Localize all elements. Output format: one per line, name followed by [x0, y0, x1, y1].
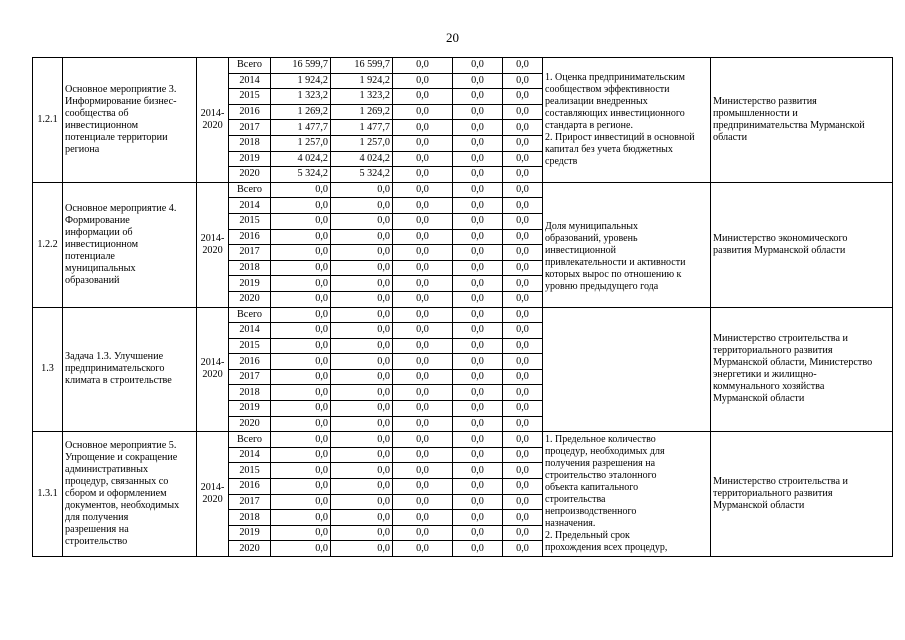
regional-budget-cell: 0,0	[331, 369, 393, 385]
regional-budget-cell: 0,0	[331, 541, 393, 557]
section-period	[197, 307, 229, 432]
other-sources-cell: 0,0	[503, 167, 543, 183]
federal-budget-cell: 0,0	[393, 494, 453, 510]
regional-budget-cell: 1 323,2	[331, 89, 393, 105]
other-sources-cell: 0,0	[503, 135, 543, 151]
total-cell: 0,0	[271, 432, 331, 448]
section-name-line: Основное мероприятие 4.	[65, 202, 177, 214]
regional-budget-cell: 0,0	[331, 463, 393, 479]
total-cell: 0,0	[271, 401, 331, 417]
regional-budget-cell: 1 257,0	[331, 135, 393, 151]
indicator-line: объекта капитального	[545, 482, 639, 494]
indicator-line: образований, уровень	[545, 232, 638, 244]
other-sources-cell: 0,0	[503, 354, 543, 370]
section-name-line: потенциале территории	[65, 131, 168, 143]
regional-budget-cell: 1 477,7	[331, 120, 393, 136]
year-cell: 2020	[229, 167, 271, 183]
local-budget-cell: 0,0	[453, 291, 503, 307]
year-cell: 2017	[229, 245, 271, 261]
federal-budget-cell: 0,0	[393, 276, 453, 292]
indicator-line: 2. Прирост инвестиций в основной	[545, 131, 695, 143]
indicator-line: средств	[545, 155, 578, 167]
indicator-line: получения разрешения на	[545, 458, 656, 470]
regional-budget-cell: 0,0	[331, 323, 393, 339]
year-cell: 2019	[229, 525, 271, 541]
section-name-line: Основное мероприятие 3.	[65, 83, 177, 95]
page-number: 20	[446, 30, 459, 45]
year-cell: 2015	[229, 89, 271, 105]
federal-budget-cell: 0,0	[393, 291, 453, 307]
year-cell: 2019	[229, 276, 271, 292]
section-name	[63, 58, 197, 183]
indicator-line: процедур, необходимых для	[545, 446, 665, 458]
total-cell: 1 269,2	[271, 104, 331, 120]
local-budget-cell: 0,0	[453, 369, 503, 385]
program-table	[32, 57, 893, 557]
regional-budget-cell: 0,0	[331, 291, 393, 307]
year-cell: 2018	[229, 510, 271, 526]
indicator-line: привлекательности и активности	[545, 256, 686, 268]
section-name-line: административных	[65, 464, 149, 476]
executor-line: Министерство развития	[713, 95, 817, 107]
year-cell: 2018	[229, 385, 271, 401]
regional-budget-cell: 0,0	[331, 416, 393, 432]
year-cell: 2019	[229, 401, 271, 417]
federal-budget-cell: 0,0	[393, 182, 453, 198]
executor-line: территориального развития	[713, 345, 833, 357]
other-sources-cell: 0,0	[503, 401, 543, 417]
federal-budget-cell: 0,0	[393, 432, 453, 448]
local-budget-cell: 0,0	[453, 198, 503, 214]
local-budget-cell: 0,0	[453, 323, 503, 339]
year-cell: 2018	[229, 260, 271, 276]
federal-budget-cell: 0,0	[393, 120, 453, 136]
year-cell: 2015	[229, 338, 271, 354]
total-cell: 1 257,0	[271, 135, 331, 151]
total-cell: 0,0	[271, 354, 331, 370]
indicator-line: составляющих инвестиционного	[545, 107, 685, 119]
regional-budget-cell: 0,0	[331, 401, 393, 417]
local-budget-cell: 0,0	[453, 245, 503, 261]
indicator-line: 2. Предельный срок	[545, 530, 630, 542]
regional-budget-cell: 5 324,2	[331, 167, 393, 183]
other-sources-cell: 0,0	[503, 198, 543, 214]
section-name-line: процедур, связанных со	[65, 476, 169, 488]
other-sources-cell: 0,0	[503, 73, 543, 89]
local-budget-cell: 0,0	[453, 447, 503, 463]
federal-budget-cell: 0,0	[393, 307, 453, 323]
executor-line: территориального развития	[713, 488, 833, 500]
indicator-line: реализации внедренных	[545, 95, 648, 107]
total-cell: 1 924,2	[271, 73, 331, 89]
regional-budget-cell: 0,0	[331, 479, 393, 495]
other-sources-cell: 0,0	[503, 120, 543, 136]
other-sources-cell: 0,0	[503, 291, 543, 307]
year-cell: 2017	[229, 369, 271, 385]
year-cell: 2014	[229, 447, 271, 463]
local-budget-cell: 0,0	[453, 276, 503, 292]
total-cell: 0,0	[271, 494, 331, 510]
section-name-line: региона	[65, 143, 100, 155]
section-code: 1.3.1	[33, 432, 63, 557]
other-sources-cell: 0,0	[503, 58, 543, 74]
other-sources-cell: 0,0	[503, 229, 543, 245]
regional-budget-cell: 0,0	[331, 432, 393, 448]
federal-budget-cell: 0,0	[393, 104, 453, 120]
federal-budget-cell: 0,0	[393, 385, 453, 401]
executor-line: Министерство строительства и	[713, 476, 848, 488]
total-cell: 0,0	[271, 369, 331, 385]
year-cell: 2016	[229, 479, 271, 495]
other-sources-cell: 0,0	[503, 463, 543, 479]
section-code: 1.2.2	[33, 182, 63, 307]
regional-budget-cell: 0,0	[331, 198, 393, 214]
executor-line: Министерство строительства и	[713, 333, 848, 345]
section-name-line: разрешения на	[65, 524, 129, 536]
section-period	[197, 432, 229, 557]
regional-budget-cell: 0,0	[331, 525, 393, 541]
total-cell: 0,0	[271, 323, 331, 339]
section-name-line: инвестиционном	[65, 238, 139, 250]
indicator-line	[545, 209, 708, 221]
regional-budget-cell: 0,0	[331, 385, 393, 401]
other-sources-cell: 0,0	[503, 89, 543, 105]
section-name-line: информации об	[65, 226, 133, 238]
section-name-line: Информирование бизнес-	[65, 95, 177, 107]
indicator-line: строительства	[545, 494, 606, 506]
year-cell: 2020	[229, 416, 271, 432]
other-sources-cell: 0,0	[503, 432, 543, 448]
year-cell: 2014	[229, 323, 271, 339]
table-row	[33, 307, 893, 323]
section-name	[63, 432, 197, 557]
federal-budget-cell: 0,0	[393, 510, 453, 526]
total-cell: 0,0	[271, 541, 331, 557]
federal-budget-cell: 0,0	[393, 525, 453, 541]
other-sources-cell: 0,0	[503, 479, 543, 495]
year-cell: 2014	[229, 73, 271, 89]
section-period-line: 2014-	[200, 107, 225, 119]
federal-budget-cell: 0,0	[393, 416, 453, 432]
local-budget-cell: 0,0	[453, 104, 503, 120]
section-period-line: 2020	[202, 119, 223, 131]
total-cell: 0,0	[271, 463, 331, 479]
local-budget-cell: 0,0	[453, 58, 503, 74]
year-cell: 2018	[229, 135, 271, 151]
federal-budget-cell: 0,0	[393, 323, 453, 339]
indicator-line: уровню предыдущего года	[545, 280, 659, 292]
section-name-line: сбором и оформлением	[65, 488, 167, 500]
other-sources-cell: 0,0	[503, 541, 543, 557]
year-cell: 2017	[229, 120, 271, 136]
local-budget-cell: 0,0	[453, 385, 503, 401]
indicator-line: инвестиционной	[545, 244, 616, 256]
year-cell: Всего	[229, 58, 271, 74]
local-budget-cell: 0,0	[453, 120, 503, 136]
section-period-line: 2020	[202, 244, 223, 256]
federal-budget-cell: 0,0	[393, 135, 453, 151]
section-name-line: сообщества об	[65, 107, 129, 119]
indicator-line: стандарта в регионе.	[545, 119, 633, 131]
federal-budget-cell: 0,0	[393, 479, 453, 495]
executor-line: промышленности и	[713, 107, 798, 119]
federal-budget-cell: 0,0	[393, 229, 453, 245]
indicator-line: которых вырос по отношению к	[545, 268, 682, 280]
indicator-line: строительство эталонного	[545, 470, 657, 482]
local-budget-cell: 0,0	[453, 260, 503, 276]
regional-budget-cell: 0,0	[331, 229, 393, 245]
other-sources-cell: 0,0	[503, 416, 543, 432]
other-sources-cell: 0,0	[503, 323, 543, 339]
other-sources-cell: 0,0	[503, 307, 543, 323]
section-name-line: климата в строительстве	[65, 375, 172, 387]
total-cell: 16 599,7	[271, 58, 331, 74]
federal-budget-cell: 0,0	[393, 463, 453, 479]
year-cell: 2016	[229, 104, 271, 120]
executor-line: Мурманской области	[713, 500, 805, 512]
local-budget-cell: 0,0	[453, 151, 503, 167]
local-budget-cell: 0,0	[453, 479, 503, 495]
executor-cell	[711, 182, 893, 307]
total-cell: 1 323,2	[271, 89, 331, 105]
local-budget-cell: 0,0	[453, 89, 503, 105]
regional-budget-cell: 16 599,7	[331, 58, 393, 74]
total-cell: 0,0	[271, 245, 331, 261]
section-code: 1.3	[33, 307, 63, 432]
federal-budget-cell: 0,0	[393, 354, 453, 370]
section-period-line: 2014-	[200, 232, 225, 244]
other-sources-cell: 0,0	[503, 151, 543, 167]
federal-budget-cell: 0,0	[393, 401, 453, 417]
regional-budget-cell: 4 024,2	[331, 151, 393, 167]
total-cell: 0,0	[271, 229, 331, 245]
section-period-line: 2014-	[200, 357, 225, 369]
local-budget-cell: 0,0	[453, 338, 503, 354]
local-budget-cell: 0,0	[453, 307, 503, 323]
executor-cell	[711, 307, 893, 432]
year-cell: 2020	[229, 541, 271, 557]
total-cell: 0,0	[271, 182, 331, 198]
executor-line: энергетики и жилищно-	[713, 369, 817, 381]
year-cell: 2015	[229, 213, 271, 229]
federal-budget-cell: 0,0	[393, 447, 453, 463]
total-cell: 0,0	[271, 510, 331, 526]
year-cell: Всего	[229, 432, 271, 448]
section-name-line: строительство	[65, 536, 128, 548]
section-period-line: 2020	[202, 369, 223, 381]
table-row	[33, 182, 893, 198]
indicator-line: 1. Предельное количество	[545, 434, 656, 446]
section-code: 1.2.1	[33, 58, 63, 183]
total-cell: 0,0	[271, 338, 331, 354]
federal-budget-cell: 0,0	[393, 58, 453, 74]
year-cell: 2019	[229, 151, 271, 167]
indicators-cell	[543, 307, 711, 432]
executor-cell	[711, 58, 893, 183]
other-sources-cell: 0,0	[503, 104, 543, 120]
total-cell: 0,0	[271, 385, 331, 401]
federal-budget-cell: 0,0	[393, 151, 453, 167]
regional-budget-cell: 0,0	[331, 260, 393, 276]
section-name-line: образований	[65, 274, 120, 286]
regional-budget-cell: 0,0	[331, 213, 393, 229]
executor-line: коммунального хозяйства	[713, 381, 825, 393]
regional-budget-cell: 1 269,2	[331, 104, 393, 120]
total-cell: 0,0	[271, 276, 331, 292]
total-cell: 1 477,7	[271, 120, 331, 136]
year-cell: 2016	[229, 354, 271, 370]
federal-budget-cell: 0,0	[393, 260, 453, 276]
section-name	[63, 307, 197, 432]
executor-line: предпринимательства Мурманской	[713, 119, 865, 131]
local-budget-cell: 0,0	[453, 73, 503, 89]
year-cell: 2015	[229, 463, 271, 479]
local-budget-cell: 0,0	[453, 229, 503, 245]
other-sources-cell: 0,0	[503, 260, 543, 276]
indicator-line: капитал без учета бюджетных	[545, 143, 673, 155]
indicator-line: 1. Оценка предпринимательским	[545, 71, 685, 83]
federal-budget-cell: 0,0	[393, 369, 453, 385]
federal-budget-cell: 0,0	[393, 167, 453, 183]
year-cell: 2017	[229, 494, 271, 510]
section-name-line: для получения	[65, 512, 129, 524]
section-name-line: документов, необходимых	[65, 500, 180, 512]
executor-cell	[711, 432, 893, 557]
year-cell: Всего	[229, 182, 271, 198]
regional-budget-cell: 0,0	[331, 510, 393, 526]
section-name-line: потенциале	[65, 250, 115, 262]
indicator-line	[545, 197, 708, 209]
total-cell: 0,0	[271, 525, 331, 541]
other-sources-cell: 0,0	[503, 245, 543, 261]
other-sources-cell: 0,0	[503, 369, 543, 385]
section-name-line: инвестиционном	[65, 119, 139, 131]
indicators-cell	[543, 182, 711, 307]
section-name-line: предпринимательского	[65, 363, 165, 375]
indicators-cell	[543, 58, 711, 183]
other-sources-cell: 0,0	[503, 447, 543, 463]
indicator-line: назначения.	[545, 518, 596, 530]
other-sources-cell: 0,0	[503, 338, 543, 354]
section-name-line: Основное мероприятие 5.	[65, 440, 177, 452]
total-cell: 0,0	[271, 260, 331, 276]
total-cell: 5 324,2	[271, 167, 331, 183]
regional-budget-cell: 0,0	[331, 354, 393, 370]
local-budget-cell: 0,0	[453, 525, 503, 541]
other-sources-cell: 0,0	[503, 494, 543, 510]
total-cell: 0,0	[271, 307, 331, 323]
federal-budget-cell: 0,0	[393, 198, 453, 214]
year-cell: 2014	[229, 198, 271, 214]
section-period	[197, 58, 229, 183]
indicator-line: сообществом эффективности	[545, 83, 670, 95]
other-sources-cell: 0,0	[503, 385, 543, 401]
total-cell: 0,0	[271, 198, 331, 214]
indicator-line: прохождения всех процедур,	[545, 542, 668, 554]
section-period	[197, 182, 229, 307]
total-cell: 0,0	[271, 447, 331, 463]
total-cell: 0,0	[271, 416, 331, 432]
executor-line: области	[713, 131, 748, 143]
federal-budget-cell: 0,0	[393, 338, 453, 354]
other-sources-cell: 0,0	[503, 276, 543, 292]
section-name-line: муниципальных	[65, 262, 136, 274]
other-sources-cell: 0,0	[503, 213, 543, 229]
regional-budget-cell: 0,0	[331, 494, 393, 510]
federal-budget-cell: 0,0	[393, 245, 453, 261]
regional-budget-cell: 0,0	[331, 338, 393, 354]
total-cell: 0,0	[271, 479, 331, 495]
federal-budget-cell: 0,0	[393, 89, 453, 105]
section-name-line: Упрощение и сокращение	[65, 452, 178, 464]
local-budget-cell: 0,0	[453, 167, 503, 183]
executor-line: Министерство экономического	[713, 232, 848, 244]
executor-line: Мурманской области	[713, 393, 805, 405]
year-cell: 2020	[229, 291, 271, 307]
section-name	[63, 182, 197, 307]
section-name-line: Формирование	[65, 214, 130, 226]
other-sources-cell: 0,0	[503, 510, 543, 526]
year-cell: Всего	[229, 307, 271, 323]
other-sources-cell: 0,0	[503, 525, 543, 541]
total-cell: 4 024,2	[271, 151, 331, 167]
federal-budget-cell: 0,0	[393, 541, 453, 557]
local-budget-cell: 0,0	[453, 354, 503, 370]
local-budget-cell: 0,0	[453, 416, 503, 432]
section-name-line: Задача 1.3. Улучшение	[65, 351, 164, 363]
total-cell: 0,0	[271, 213, 331, 229]
indicator-line: непроизводственного	[545, 506, 637, 518]
local-budget-cell: 0,0	[453, 463, 503, 479]
federal-budget-cell: 0,0	[393, 73, 453, 89]
indicator-line: Доля муниципальных	[545, 220, 639, 232]
regional-budget-cell: 0,0	[331, 182, 393, 198]
executor-line: Мурманской области, Министерство	[713, 357, 873, 369]
local-budget-cell: 0,0	[453, 213, 503, 229]
section-period-line: 2020	[202, 494, 223, 506]
local-budget-cell: 0,0	[453, 182, 503, 198]
regional-budget-cell: 0,0	[331, 307, 393, 323]
table-row	[33, 58, 893, 74]
local-budget-cell: 0,0	[453, 494, 503, 510]
year-cell: 2016	[229, 229, 271, 245]
indicators-cell	[543, 432, 711, 557]
other-sources-cell: 0,0	[503, 182, 543, 198]
executor-line: развития Мурманской области	[713, 244, 846, 256]
local-budget-cell: 0,0	[453, 432, 503, 448]
table-row	[33, 432, 893, 448]
total-cell: 0,0	[271, 291, 331, 307]
local-budget-cell: 0,0	[453, 510, 503, 526]
regional-budget-cell: 0,0	[331, 447, 393, 463]
local-budget-cell: 0,0	[453, 401, 503, 417]
local-budget-cell: 0,0	[453, 135, 503, 151]
section-period-line: 2014-	[200, 482, 225, 494]
regional-budget-cell: 0,0	[331, 276, 393, 292]
regional-budget-cell: 1 924,2	[331, 73, 393, 89]
federal-budget-cell: 0,0	[393, 213, 453, 229]
local-budget-cell: 0,0	[453, 541, 503, 557]
regional-budget-cell: 0,0	[331, 245, 393, 261]
